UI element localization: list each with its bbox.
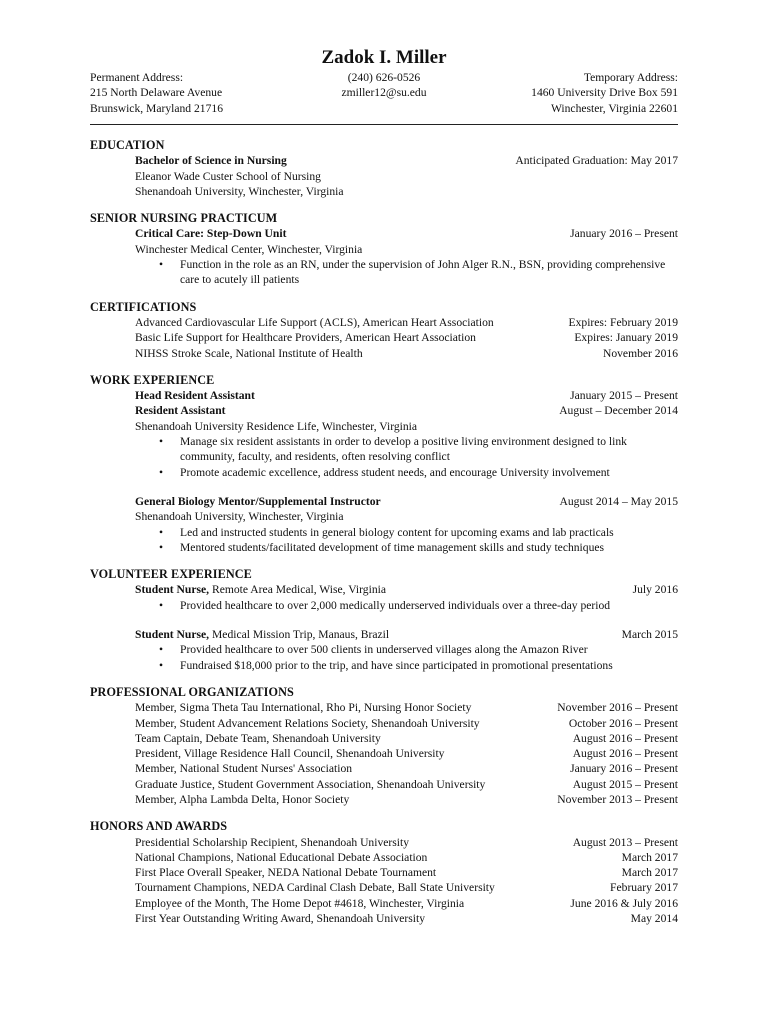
temporary-address bbox=[531, 70, 678, 116]
organization-date: January 2016 – Present bbox=[570, 762, 678, 776]
organization-name: Graduate Justice, Student Government Association, Shenandoah University bbox=[135, 777, 486, 791]
work-entry bbox=[135, 494, 678, 555]
honor-date: March 2017 bbox=[621, 850, 678, 864]
volunteer-section bbox=[90, 567, 678, 673]
contact-block bbox=[90, 70, 678, 118]
resume-body bbox=[90, 138, 678, 926]
honor-date: March 2017 bbox=[621, 866, 678, 880]
temporary-address-line2: Winchester, Virginia 22601 bbox=[550, 101, 678, 115]
work-entry bbox=[135, 388, 678, 480]
job-place: Shenandoah University Residence Life, Winchester, Virginia bbox=[135, 419, 418, 433]
university-name: Shenandoah University, Winchester, Virginia bbox=[135, 184, 344, 198]
certification-date: November 2016 bbox=[602, 346, 678, 360]
section-title: CERTIFICATIONS bbox=[90, 299, 197, 314]
organization-name: Member, National Student Nurses' Association bbox=[135, 762, 353, 776]
section-title: PROFESSIONAL ORGANIZATIONS bbox=[90, 684, 294, 699]
organizations-section bbox=[90, 685, 678, 807]
organization-row bbox=[135, 761, 678, 776]
job-title: Resident Assistant bbox=[135, 404, 226, 418]
practicum-unit: Critical Care: Step-Down Unit bbox=[135, 227, 287, 241]
certification-name: Basic Life Support for Healthcare Providers, American Heart Association bbox=[135, 331, 476, 345]
honor-date: August 2013 – Present bbox=[572, 835, 678, 849]
section-title: SENIOR NURSING PRACTICUM bbox=[90, 211, 278, 226]
temporary-address-label: Temporary Address: bbox=[583, 71, 678, 84]
organization-row bbox=[135, 792, 678, 807]
honor-row bbox=[135, 880, 678, 895]
certification-date: Expires: February 2019 bbox=[568, 315, 678, 329]
honor-name: Employee of the Month, The Home Depot #4618, Winchester, Virginia bbox=[135, 896, 465, 910]
volunteer-entry bbox=[135, 627, 678, 673]
honor-name: First Place Overall Speaker, NEDA National Debate Tournament bbox=[135, 866, 437, 880]
bullet-item: • Mentored students/facilitated development of time management skills and study techniques bbox=[135, 540, 678, 555]
honor-row bbox=[135, 865, 678, 880]
honor-row bbox=[135, 850, 678, 865]
job-dates: August 2014 – May 2015 bbox=[559, 494, 678, 508]
honor-row bbox=[135, 911, 678, 926]
organization-name: President, Village Residence Hall Council, Shenandoah University bbox=[135, 747, 445, 761]
honor-name: Presidential Scholarship Recipient, Shenandoah University bbox=[135, 835, 410, 849]
education-section bbox=[90, 138, 678, 199]
honor-date: May 2014 bbox=[630, 912, 678, 926]
honor-row bbox=[135, 896, 678, 911]
practicum-entry bbox=[135, 226, 678, 257]
certification-date: Expires: January 2019 bbox=[574, 331, 678, 345]
certification-row bbox=[135, 346, 678, 361]
organization-date: November 2013 – Present bbox=[557, 792, 678, 806]
temporary-address-line1: 1460 University Drive Box 591 bbox=[531, 86, 678, 100]
graduation-date: Anticipated Graduation: May 2017 bbox=[515, 154, 678, 168]
education-entry bbox=[135, 153, 678, 199]
section-title: VOLUNTEER EXPERIENCE bbox=[90, 567, 252, 582]
organization-row bbox=[135, 777, 678, 792]
bullet-item: • Promote academic excellence, address student needs, and encourage University involvement bbox=[135, 465, 678, 480]
permanent-address-line2: Brunswick, Maryland 21716 bbox=[90, 101, 223, 115]
bullet-item: • Provided healthcare to over 2,000 medically underserved individuals over a three-day period bbox=[135, 598, 678, 613]
section-title: EDUCATION bbox=[90, 138, 165, 152]
job-bullets bbox=[135, 434, 678, 480]
job-bullets bbox=[135, 525, 678, 556]
volunteer-date: March 2015 bbox=[621, 628, 678, 642]
practicum-dates: January 2016 – Present bbox=[570, 227, 678, 241]
organization-name: Team Captain, Debate Team, Shenandoah University bbox=[135, 731, 381, 745]
honor-name: National Champions, National Educational Debate Association bbox=[135, 850, 428, 864]
practicum-bullets bbox=[135, 257, 678, 288]
section-title: WORK EXPERIENCE bbox=[90, 372, 215, 387]
organization-name: Member, Student Advancement Relations Society, Shenandoah University bbox=[135, 716, 480, 730]
permanent-address-line1: 215 North Delaware Avenue bbox=[90, 86, 223, 100]
email-address: zmiller12@su.edu bbox=[341, 86, 427, 100]
organization-row bbox=[135, 746, 678, 761]
organization-row bbox=[135, 716, 678, 731]
certifications-section bbox=[90, 300, 678, 361]
organization-date: October 2016 – Present bbox=[568, 716, 678, 730]
organization-date: August 2016 – Present bbox=[572, 731, 678, 745]
certification-name: Advanced Cardiovascular Life Support (ACLS), American Heart Association bbox=[135, 315, 494, 329]
permanent-address-label: Permanent Address: bbox=[90, 71, 184, 84]
organization-date: August 2015 – Present bbox=[572, 777, 678, 791]
school-name: Eleanor Wade Custer School of Nursing bbox=[135, 169, 321, 183]
section-title: HONORS AND AWARDS bbox=[90, 819, 228, 834]
job-title: Head Resident Assistant bbox=[135, 389, 255, 403]
bullet-item: • Fundraised $18,000 prior to the trip, and have since participated in promotional presentations bbox=[135, 658, 678, 673]
organization-name: Member, Alpha Lambda Delta, Honor Society bbox=[135, 792, 350, 806]
bullet-item: • Manage six resident assistants in order to develop a positive living environment designed to link community, faculty, and residents, often resolving conflict bbox=[135, 434, 678, 465]
organization-row bbox=[135, 700, 678, 715]
certification-row bbox=[135, 315, 678, 330]
organization-date: November 2016 – Present bbox=[557, 701, 678, 715]
work-section bbox=[90, 373, 678, 555]
job-title: General Biology Mentor/Supplemental Instructor bbox=[135, 494, 381, 508]
honor-name: First Year Outstanding Writing Award, Shenandoah University bbox=[135, 912, 426, 926]
bullet-item: • Function in the role as an RN, under the supervision of John Alger R.N., BSN, providing comprehensive care to acutely ill patients bbox=[135, 257, 678, 288]
honors-section bbox=[90, 819, 678, 926]
volunteer-description: Remote Area Medical, Wise, Virginia bbox=[209, 583, 386, 597]
candidate-name: Zadok I. Miller bbox=[321, 47, 447, 68]
honor-name: Tournament Champions, NEDA Cardinal Clash Debate, Ball State University bbox=[135, 881, 495, 895]
bullet-item: • Provided healthcare to over 500 clients in underserved villages along the Amazon River bbox=[135, 642, 678, 657]
volunteer-date: July 2016 bbox=[632, 583, 678, 597]
practicum-place: Winchester Medical Center, Winchester, Virginia bbox=[135, 242, 363, 256]
honor-row bbox=[135, 835, 678, 850]
organization-row bbox=[135, 731, 678, 746]
phone-number: (240) 626-0526 bbox=[347, 71, 421, 84]
job-dates: August – December 2014 bbox=[559, 404, 678, 418]
volunteer-bullets bbox=[135, 598, 678, 613]
practicum-section bbox=[90, 211, 678, 287]
volunteer-description: Medical Mission Trip, Manaus, Brazil bbox=[209, 628, 390, 642]
honor-date: February 2017 bbox=[610, 881, 678, 895]
volunteer-bullets bbox=[135, 642, 678, 673]
organization-name: Member, Sigma Theta Tau International, Rho Pi, Nursing Honor Society bbox=[135, 701, 472, 715]
job-place: Shenandoah University, Winchester, Virginia bbox=[135, 510, 344, 524]
degree: Bachelor of Science in Nursing bbox=[135, 154, 287, 168]
job-dates: January 2015 – Present bbox=[570, 389, 678, 403]
volunteer-entry bbox=[135, 582, 678, 613]
volunteer-role: Student Nurse, bbox=[135, 583, 210, 597]
honor-date: June 2016 & July 2016 bbox=[570, 896, 678, 910]
certification-row bbox=[135, 330, 678, 345]
header-divider bbox=[90, 124, 678, 125]
bullet-item: • Led and instructed students in general biology content for upcoming exams and lab practicals bbox=[135, 525, 678, 540]
certification-name: NIHSS Stroke Scale, National Institute of Health bbox=[135, 346, 363, 360]
organization-date: August 2016 – Present bbox=[572, 747, 678, 761]
volunteer-role: Student Nurse, bbox=[135, 628, 210, 642]
